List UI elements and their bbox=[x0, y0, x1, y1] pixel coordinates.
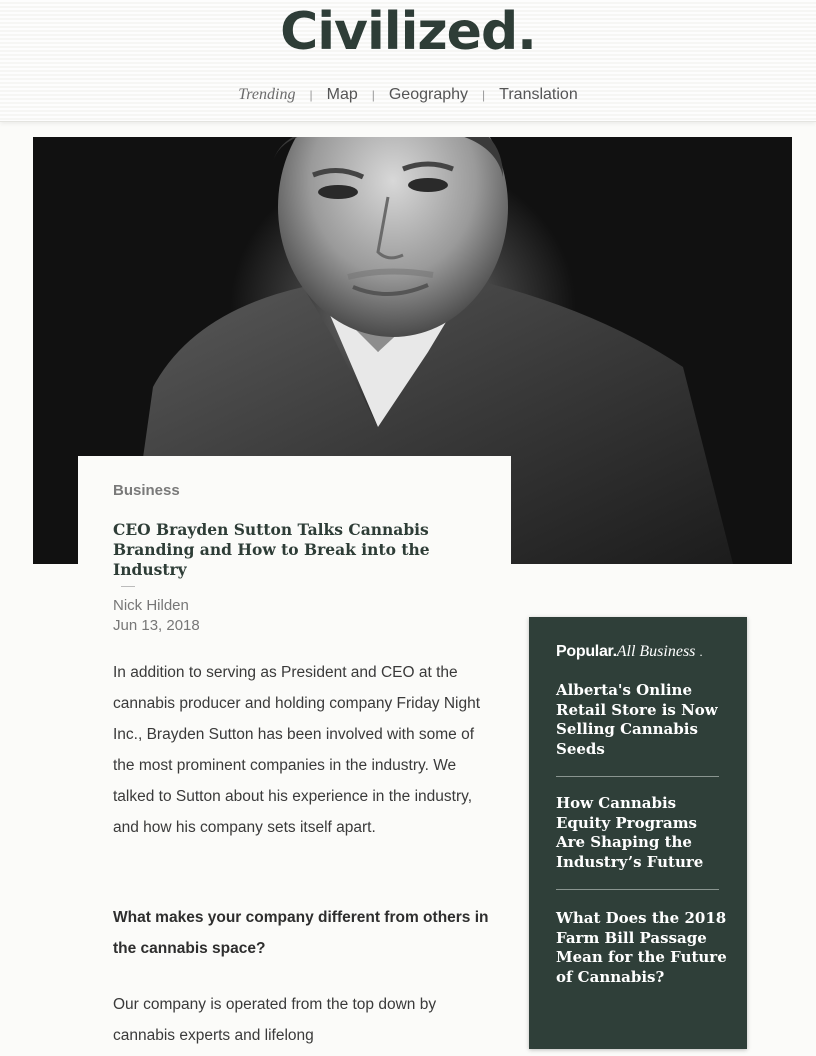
popular-story-link[interactable]: How Cannabis Equity Programs Are Shaping the Industry’s Future bbox=[556, 794, 704, 871]
article-paragraph: Our company is operated from the top down by cannabis experts and lifelong bbox=[113, 996, 437, 1044]
article-author[interactable]: Nick Hilden bbox=[113, 597, 189, 614]
article-date: Jun 13, 2018 bbox=[113, 617, 200, 634]
article-paragraph: In addition to serving as President and CEO at the cannabis producer and holding company Friday Night Inc., Brayden Sutton has been involved with some of the most prominent companies in the industry. We talked to Sutton about his experience in the industry, and how his company sets itself apart. bbox=[113, 664, 481, 836]
nav-geography[interactable]: Geography bbox=[388, 86, 469, 103]
site-header bbox=[0, 0, 816, 122]
sidebar-heading-popular: Popular. bbox=[556, 643, 617, 660]
main-nav bbox=[0, 86, 816, 104]
sidebar-heading-category[interactable]: All Business bbox=[616, 643, 696, 660]
nav-separator: | bbox=[482, 88, 486, 102]
sidebar-heading-dot: . bbox=[699, 645, 703, 659]
nav-separator: | bbox=[371, 88, 375, 102]
sidebar-heading bbox=[556, 643, 703, 661]
interview-question: What makes your company different from others in the cannabis space? bbox=[113, 909, 489, 957]
article-title: CEO Brayden Sutton Talks Cannabis Branding and How to Break into the Industry bbox=[113, 520, 430, 579]
popular-sidebar bbox=[529, 617, 747, 1049]
sidebar-divider bbox=[556, 776, 719, 777]
title-divider bbox=[121, 586, 135, 587]
nav-separator: | bbox=[309, 88, 313, 102]
article-category[interactable]: Business bbox=[113, 482, 180, 499]
nav-map[interactable]: Map bbox=[326, 86, 358, 103]
sidebar-divider bbox=[556, 889, 719, 890]
nav-trending[interactable]: Trending bbox=[238, 86, 296, 103]
nav-translation[interactable]: Translation bbox=[499, 86, 578, 103]
popular-story-link[interactable]: What Does the 2018 Farm Bill Passage Mean for the Future of Cannabis? bbox=[556, 909, 727, 986]
site-logo[interactable]: Civilized. bbox=[280, 2, 536, 62]
popular-story-link[interactable]: Alberta's Online Retail Store is Now Selling Cannabis Seeds bbox=[556, 681, 718, 758]
